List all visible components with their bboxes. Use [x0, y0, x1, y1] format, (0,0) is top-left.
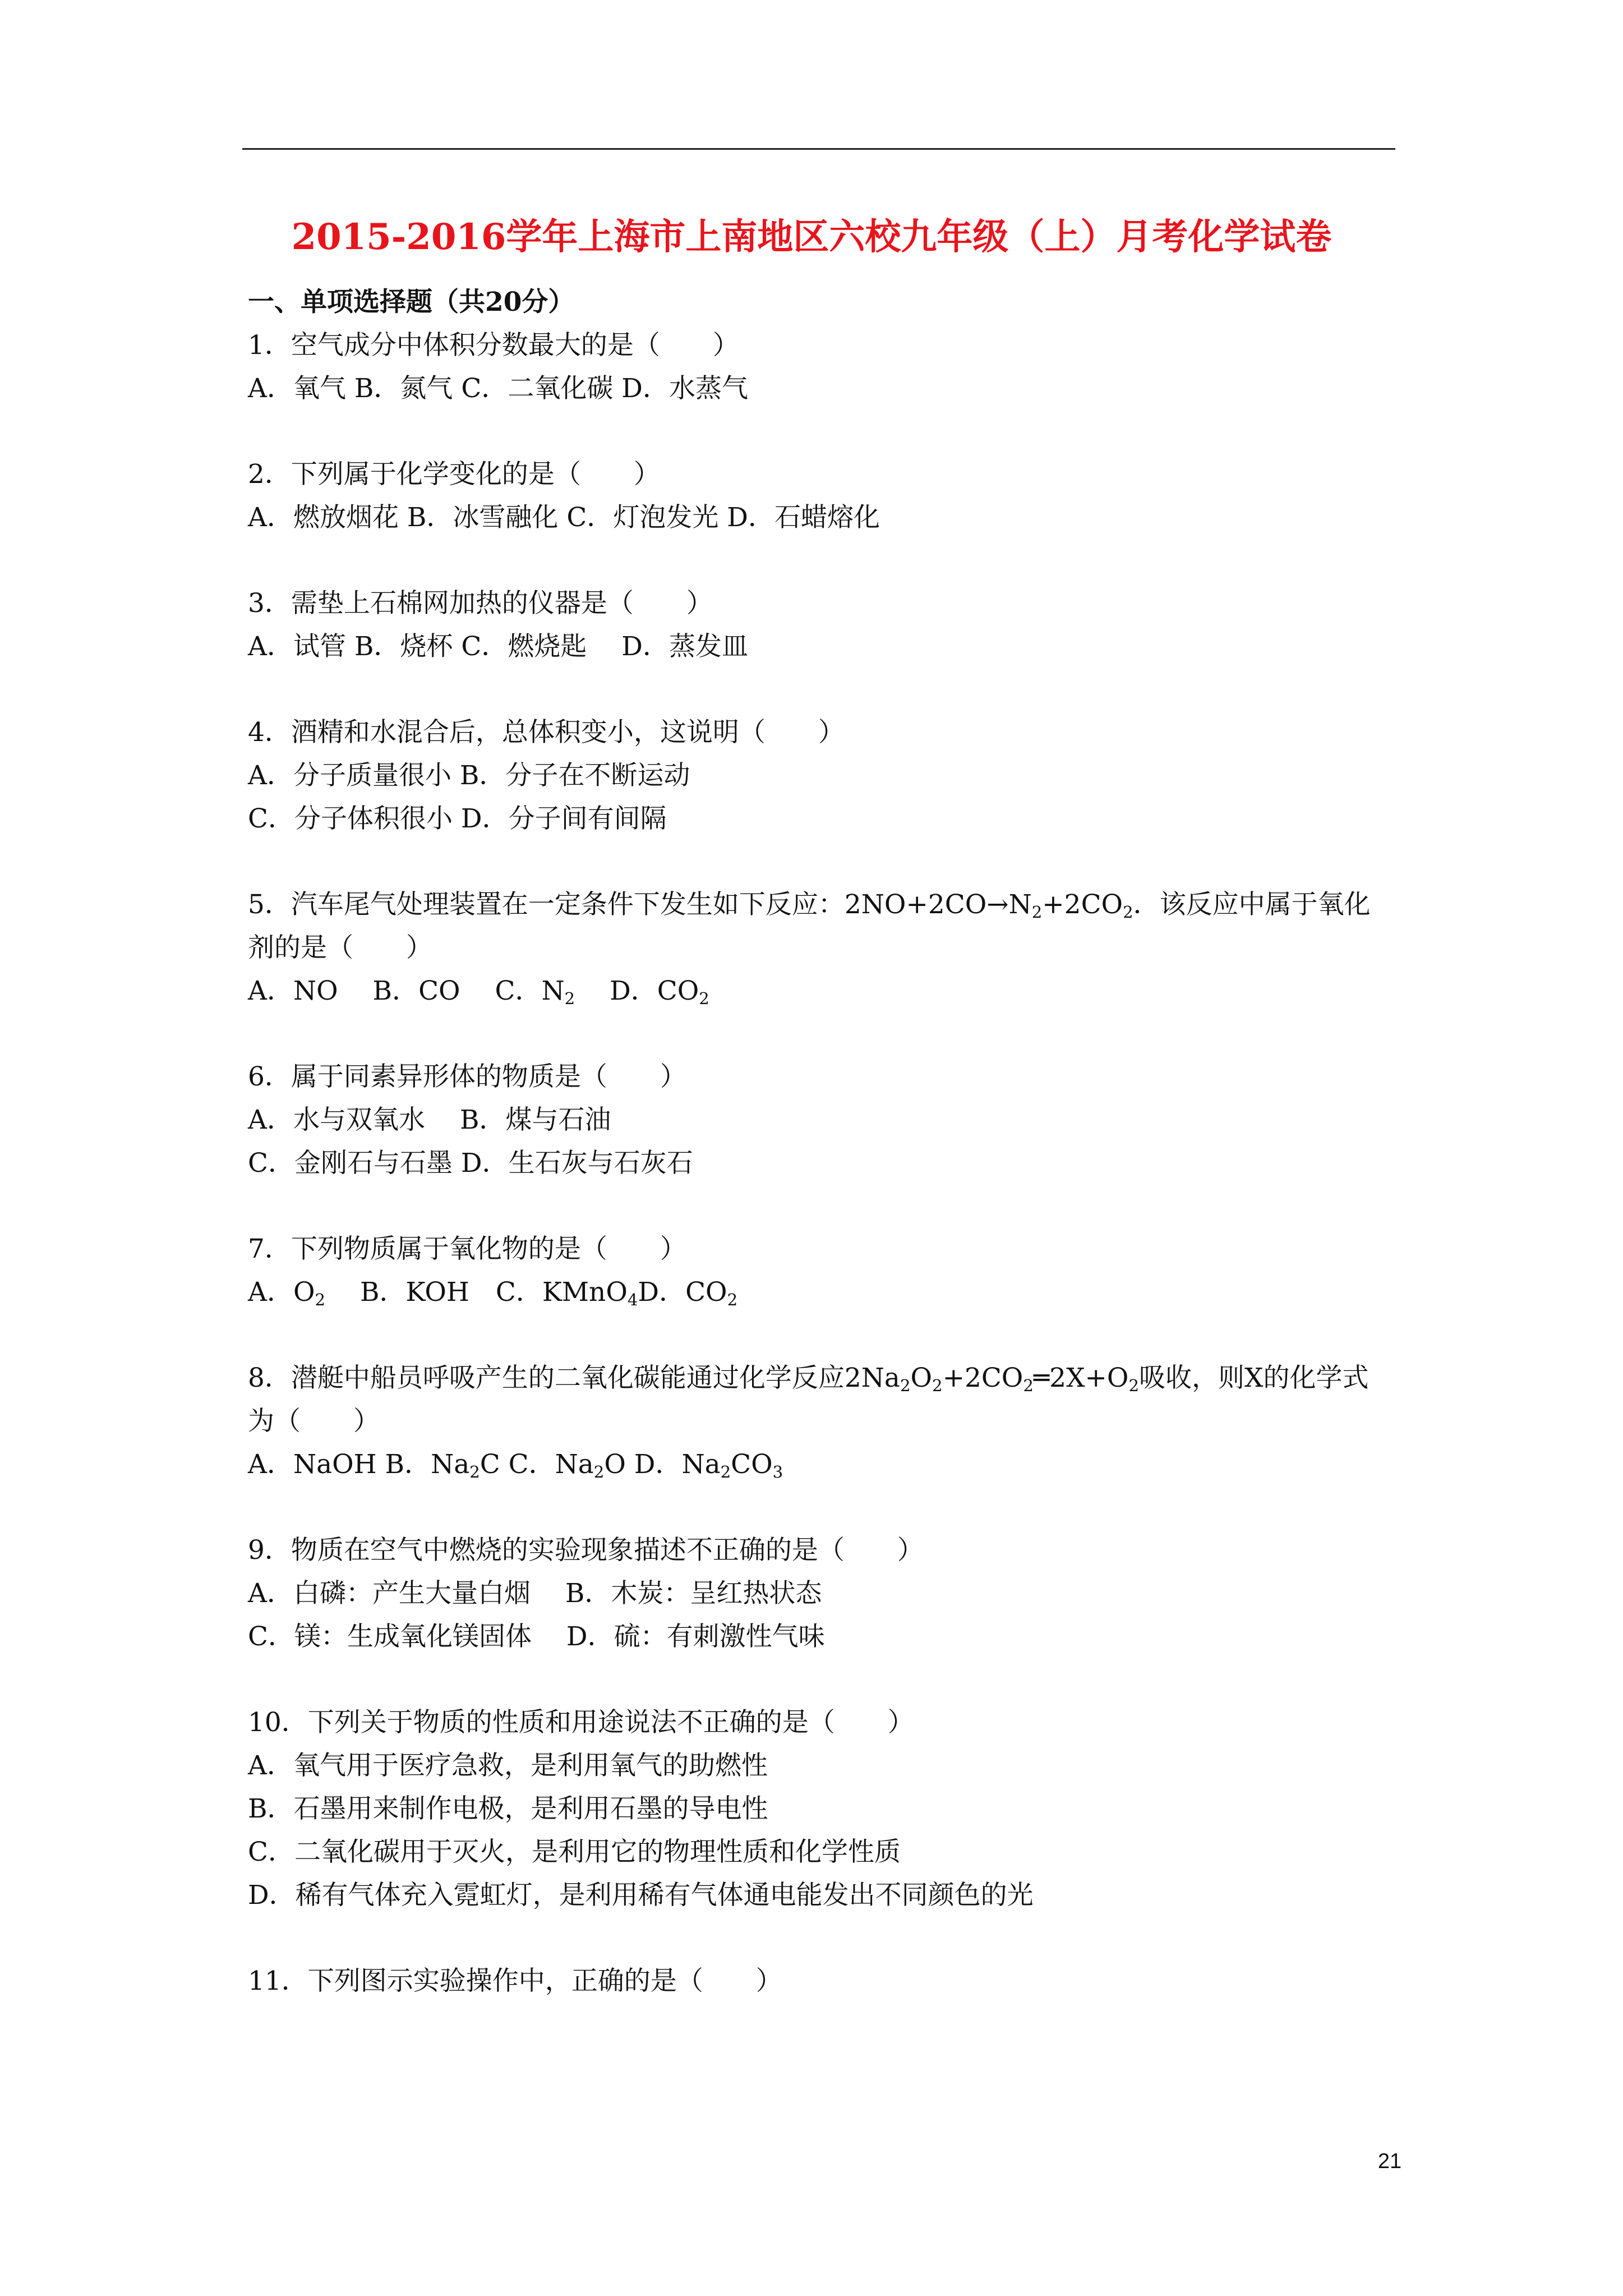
question-3 [248, 582, 1392, 668]
question-text: 11．下列图示实验操作中，正确的是（ ） [248, 1966, 782, 1996]
exam-content [248, 280, 1392, 2045]
answer-options-line: C．金刚石与石墨 D．生石灰与石灰石 [248, 1148, 693, 1179]
header-rule [242, 148, 1395, 150]
question-text: 9．物质在空气中燃烧的实验现象描述不正确的是（ ） [248, 1535, 924, 1566]
answer-options-line: C．二氧化碳用于灭火，是利用它的物理性质和化学性质 [248, 1837, 901, 1867]
question-text: 7．下列物质属于氧化物的是（ ） [248, 1234, 686, 1264]
question-text: 8．潜艇中船员呼吸产生的二氧化碳能通过化学反应$2Na_2O_2+2CO_2═2X+O_2$吸收，则X的化学式为（ ） [248, 1363, 1369, 1437]
question-text: 2．下列属于化学变化的是（ ） [248, 459, 660, 490]
answer-options-line: A．氧气 B．氮气 C．二氧化碳 D．水蒸气 [248, 373, 748, 404]
question-1 [248, 324, 1392, 410]
answer-options-line: D．稀有气体充入霓虹灯，是利用稀有气体通电能发出不同颜色的光 [248, 1880, 1034, 1911]
answer-options-line: A．$O_2$ B．KOH C．KMnO$_4$D．$CO_2$ [248, 1277, 738, 1310]
question-text: 3．需垫上石棉网加热的仪器是（ ） [248, 588, 713, 619]
answer-options-line: A．分子质量很小 B．分子在不断运动 [248, 760, 690, 791]
answer-options-line: C．分子体积很小 D．分子间有间隔 [248, 803, 667, 834]
exam-title: 2015-2016学年上海市上南地区六校九年级（上）月考化学试卷 [291, 216, 1332, 258]
question-text: 6．属于同素异形体的物质是（ ） [248, 1061, 686, 1092]
page-number: 21 [1377, 2150, 1402, 2173]
answer-options-line: A．白磷：产生大量白烟 B．木炭：呈红热状态 [248, 1578, 822, 1609]
question-text: 5．汽车尾气处理装置在一定条件下发生如下反应：$2NO+2CO\to N_2+2CO_2$．该反应中属于氧化剂的是（ ） [248, 889, 1371, 963]
question-text: 1．空气成分中体积分数最大的是（ ） [248, 330, 739, 361]
question-text: 10．下列关于物质的性质和用途说法不正确的是（ ） [248, 1707, 914, 1738]
question-5 [248, 883, 1392, 1013]
answer-options-line: B．石墨用来制作电极，是利用石墨的导电性 [248, 1793, 768, 1824]
question-10 [248, 1701, 1392, 1917]
answer-options-line: A．水与双氧水 B．煤与石油 [248, 1105, 611, 1135]
question-list [248, 324, 1392, 2003]
answer-options-line: A．试管 B．烧杯 C．燃烧匙 D．蒸发皿 [248, 631, 748, 662]
question-9 [248, 1529, 1392, 1658]
answer-options-line: C．镁：生成氧化镁固体 D．硫：有刺激性气味 [248, 1621, 825, 1652]
answer-options-line: A．燃放烟花 B．冰雪融化 C．灯泡发光 D．石蜡熔化 [248, 502, 880, 533]
question-8 [248, 1356, 1392, 1486]
answer-options-line: A．NaOH B．$Na_2C$ C．$Na_2O$ D．$Na_2CO_3$ [248, 1449, 783, 1482]
answer-options-line: A．氧气用于医疗急救，是利用氧气的助燃性 [248, 1750, 768, 1781]
question-4 [248, 711, 1392, 840]
answer-options-line: A．NO B．CO C．$N_2$ D．$CO_2$ [248, 976, 709, 1009]
question-7 [248, 1227, 1392, 1314]
question-11 [248, 1959, 1392, 2003]
question-2 [248, 453, 1392, 539]
question-6 [248, 1055, 1392, 1185]
section-heading: 一、单项选择题（共20分） [248, 287, 575, 318]
question-text: 4．酒精和水混合后，总体积变小，这说明（ ） [248, 717, 845, 748]
